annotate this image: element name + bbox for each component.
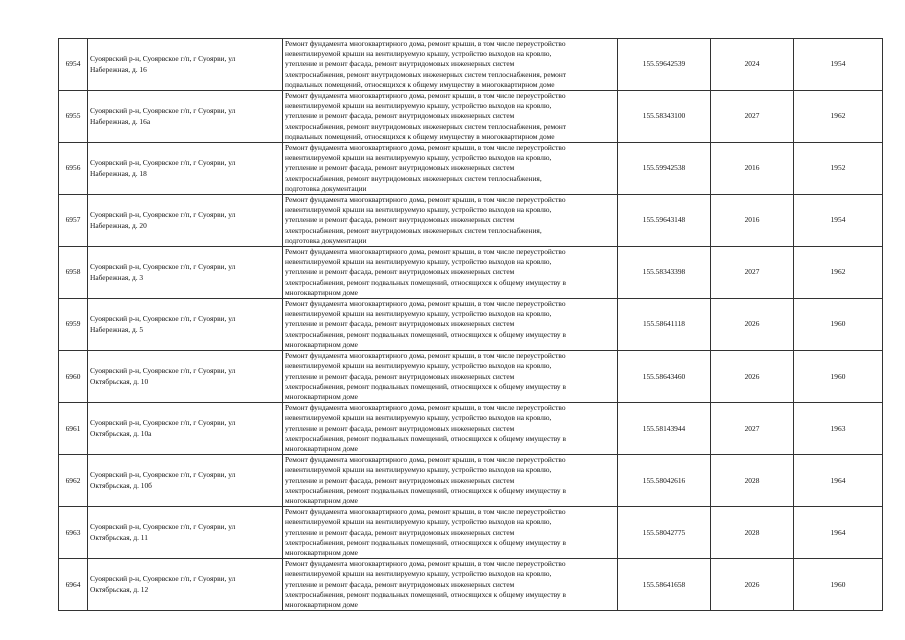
repair-year: 2024 <box>744 59 760 69</box>
repair-year: 2027 <box>744 423 760 433</box>
cadastral-cell <box>618 299 711 351</box>
row-number: 6956 <box>65 163 81 173</box>
works-line: Ремонт фундамента многоквартирного дома, ремонт крыши, в том числе переустройство <box>285 507 566 517</box>
built-year: 1964 <box>830 475 846 485</box>
works-line: утепление и ремонт фасада, ремонт внутридомовых инженерных систем <box>285 111 515 121</box>
works-line: электроснабжения, ремонт внутридомовых инженерных систем теплоснабжения, ремонт <box>285 121 567 131</box>
works-line: многоквартирном доме <box>285 599 358 609</box>
built-year: 1960 <box>830 319 846 329</box>
works-cell <box>283 195 618 247</box>
table-row <box>59 403 883 455</box>
works-line: многоквартирном доме <box>285 339 358 349</box>
repair-year-cell <box>711 559 794 611</box>
cadastral-value: 155.58143944 <box>642 423 686 433</box>
row-number-cell <box>59 351 88 403</box>
repair-year: 2016 <box>744 163 760 173</box>
cadastral-cell <box>618 39 711 91</box>
address-cell <box>88 507 283 559</box>
address-line: Суоярвский р-н, Суоярвское г/п, г Суоярви, ул <box>90 106 236 116</box>
repair-year-cell <box>711 455 794 507</box>
table-row <box>59 299 883 351</box>
address-cell <box>88 195 283 247</box>
works-line: утепление и ремонт фасада, ремонт внутридомовых инженерных систем <box>285 527 515 537</box>
table-row <box>59 195 883 247</box>
address-line: Набережная, д. 16 <box>90 64 147 74</box>
built-year: 1952 <box>830 163 846 173</box>
row-number: 6958 <box>65 267 81 277</box>
cadastral-cell <box>618 195 711 247</box>
works-line: утепление и ремонт фасада, ремонт внутридомовых инженерных систем <box>285 423 515 433</box>
cadastral-value: 155.58042616 <box>642 475 686 485</box>
address-line: Набережная, д. 3 <box>90 272 144 282</box>
cadastral-value: 155.58343398 <box>642 267 686 277</box>
row-number-cell <box>59 39 88 91</box>
built-year: 1954 <box>830 215 846 225</box>
document-page <box>58 38 852 611</box>
row-number-cell <box>59 91 88 143</box>
address-line: Суоярвский р-н, Суоярвское г/п, г Суоярви, ул <box>90 522 236 532</box>
built-year-cell <box>794 455 883 507</box>
built-year-cell <box>794 559 883 611</box>
address-line: Набережная, д. 16а <box>90 116 151 126</box>
works-line: невентилируемой крыши на вентилируемую крышу, устройство выходов на кровлю, <box>285 153 552 163</box>
works-line: многоквартирном доме <box>285 287 358 297</box>
works-line: электроснабжения, ремонт подвальных помещений, относящихся к общему имуществу в <box>285 381 566 391</box>
works-line: многоквартирном доме <box>285 495 358 505</box>
works-line: утепление и ремонт фасада, ремонт внутридомовых инженерных систем <box>285 319 515 329</box>
address-line: Набережная, д. 5 <box>90 324 144 334</box>
built-year-cell <box>794 403 883 455</box>
works-cell <box>283 403 618 455</box>
row-number-cell <box>59 195 88 247</box>
cadastral-cell <box>618 403 711 455</box>
address-line: Октябрьская, д. 11 <box>90 532 148 542</box>
cadastral-value: 155.58643460 <box>642 371 686 381</box>
repair-year: 2026 <box>744 319 760 329</box>
built-year-cell <box>794 91 883 143</box>
address-line: Суоярвский р-н, Суоярвское г/п, г Суоярви, ул <box>90 470 236 480</box>
works-cell <box>283 559 618 611</box>
works-line: утепление и ремонт фасада, ремонт внутридомовых инженерных систем <box>285 215 515 225</box>
works-line: Ремонт фундамента многоквартирного дома, ремонт крыши, в том числе переустройство <box>285 299 566 309</box>
works-line: электроснабжения, ремонт подвальных помещений, относящихся к общему имуществу в <box>285 329 566 339</box>
row-number: 6964 <box>65 579 81 589</box>
address-cell <box>88 91 283 143</box>
repair-year-cell <box>711 91 794 143</box>
housing-repair-table <box>58 38 883 611</box>
table-row <box>59 39 883 91</box>
repair-year-cell <box>711 507 794 559</box>
built-year: 1962 <box>830 111 846 121</box>
works-line: невентилируемой крыши на вентилируемую крышу, устройство выходов на кровлю, <box>285 49 552 59</box>
works-line: утепление и ремонт фасада, ремонт внутридомовых инженерных систем <box>285 59 515 69</box>
row-number-cell <box>59 403 88 455</box>
works-line: Ремонт фундамента многоквартирного дома, ремонт крыши, в том числе переустройство <box>285 195 566 205</box>
built-year: 1964 <box>830 527 846 537</box>
works-line: электроснабжения, ремонт подвальных помещений, относящихся к общему имуществу в <box>285 485 566 495</box>
cadastral-value: 155.59643148 <box>642 215 686 225</box>
address-line: Октябрьская, д. 10а <box>90 428 152 438</box>
repair-year: 2026 <box>744 579 760 589</box>
works-cell <box>283 299 618 351</box>
address-cell <box>88 39 283 91</box>
address-line: Суоярвский р-н, Суоярвское г/п, г Суоярви, ул <box>90 366 236 376</box>
repair-year: 2027 <box>744 111 760 121</box>
works-cell <box>283 507 618 559</box>
works-line: невентилируемой крыши на вентилируемую крышу, устройство выходов на кровлю, <box>285 309 552 319</box>
works-line: электроснабжения, ремонт внутридомовых инженерных систем теплоснабжения, ремонт <box>285 69 567 79</box>
repair-year-cell <box>711 247 794 299</box>
built-year-cell <box>794 507 883 559</box>
address-line: Набережная, д. 18 <box>90 168 147 178</box>
repair-year: 2027 <box>744 267 760 277</box>
row-number: 6954 <box>65 59 81 69</box>
row-number: 6962 <box>65 475 81 485</box>
cadastral-cell <box>618 507 711 559</box>
repair-year-cell <box>711 195 794 247</box>
works-cell <box>283 351 618 403</box>
table-row <box>59 247 883 299</box>
works-cell <box>283 143 618 195</box>
works-line: невентилируемой крыши на вентилируемую крышу, устройство выходов на кровлю, <box>285 465 552 475</box>
cadastral-cell <box>618 455 711 507</box>
cadastral-cell <box>618 91 711 143</box>
repair-year-cell <box>711 39 794 91</box>
works-line: электроснабжения, ремонт подвальных помещений, относящихся к общему имуществу в <box>285 277 566 287</box>
built-year: 1963 <box>830 423 846 433</box>
address-cell <box>88 247 283 299</box>
cadastral-cell <box>618 351 711 403</box>
address-cell <box>88 403 283 455</box>
repair-year-cell <box>711 143 794 195</box>
address-line: Суоярвский р-н, Суоярвское г/п, г Суоярви, ул <box>90 574 236 584</box>
row-number: 6963 <box>65 527 81 537</box>
built-year-cell <box>794 195 883 247</box>
works-line: Ремонт фундамента многоквартирного дома, ремонт крыши, в том числе переустройство <box>285 91 566 101</box>
cadastral-value: 155.58343100 <box>642 111 686 121</box>
cadastral-value: 155.59642539 <box>642 59 686 69</box>
works-cell <box>283 247 618 299</box>
works-line: Ремонт фундамента многоквартирного дома, ремонт крыши, в том числе переустройство <box>285 403 566 413</box>
repair-year-cell <box>711 403 794 455</box>
works-line: невентилируемой крыши на вентилируемую крышу, устройство выходов на кровлю, <box>285 569 552 579</box>
works-line: Ремонт фундамента многоквартирного дома, ремонт крыши, в том числе переустройство <box>285 247 566 257</box>
works-cell <box>283 91 618 143</box>
cadastral-cell <box>618 247 711 299</box>
built-year-cell <box>794 351 883 403</box>
cadastral-value: 155.58042775 <box>642 527 686 537</box>
built-year: 1960 <box>830 371 846 381</box>
row-number-cell <box>59 247 88 299</box>
works-line: невентилируемой крыши на вентилируемую крышу, устройство выходов на кровлю, <box>285 205 552 215</box>
works-line: многоквартирном доме <box>285 547 358 557</box>
row-number: 6961 <box>65 423 81 433</box>
address-cell <box>88 299 283 351</box>
table-row <box>59 559 883 611</box>
address-line: Набережная, д. 20 <box>90 220 147 230</box>
works-line: многоквартирном доме <box>285 443 358 453</box>
works-line: электроснабжения, ремонт внутридомовых инженерных систем теплоснабжения, <box>285 225 542 235</box>
works-line: невентилируемой крыши на вентилируемую крышу, устройство выходов на кровлю, <box>285 413 552 423</box>
row-number: 6959 <box>65 319 81 329</box>
row-number-cell <box>59 143 88 195</box>
address-cell <box>88 143 283 195</box>
built-year-cell <box>794 247 883 299</box>
works-line: невентилируемой крыши на вентилируемую крышу, устройство выходов на кровлю, <box>285 257 552 267</box>
works-line: утепление и ремонт фасада, ремонт внутридомовых инженерных систем <box>285 267 515 277</box>
table-body <box>59 39 883 611</box>
works-line: утепление и ремонт фасада, ремонт внутридомовых инженерных систем <box>285 579 515 589</box>
row-number: 6960 <box>65 371 81 381</box>
works-line: Ремонт фундамента многоквартирного дома, ремонт крыши, в том числе переустройство <box>285 559 566 569</box>
cadastral-value: 155.58641118 <box>643 319 685 329</box>
works-line: подвальных помещений, относящихся к общему имуществу в многоквартирном доме <box>285 79 555 89</box>
repair-year: 2028 <box>744 527 760 537</box>
built-year-cell <box>794 39 883 91</box>
address-cell <box>88 455 283 507</box>
address-line: Суоярвский р-н, Суоярвское г/п, г Суоярви, ул <box>90 158 236 168</box>
row-number-cell <box>59 455 88 507</box>
table-row <box>59 507 883 559</box>
table-row <box>59 351 883 403</box>
cadastral-cell <box>618 143 711 195</box>
repair-year: 2016 <box>744 215 760 225</box>
works-line: электроснабжения, ремонт внутридомовых инженерных систем теплоснабжения, <box>285 173 542 183</box>
address-line: Суоярвский р-н, Суоярвское г/п, г Суоярви, ул <box>90 54 236 64</box>
works-line: Ремонт фундамента многоквартирного дома, ремонт крыши, в том числе переустройство <box>285 351 566 361</box>
address-line: Октябрьская, д. 10 <box>90 376 149 386</box>
works-line: электроснабжения, ремонт подвальных помещений, относящихся к общему имуществу в <box>285 433 566 443</box>
works-line: невентилируемой крыши на вентилируемую крышу, устройство выходов на кровлю, <box>285 517 552 527</box>
works-line: Ремонт фундамента многоквартирного дома, ремонт крыши, в том числе переустройство <box>285 143 566 153</box>
works-line: утепление и ремонт фасада, ремонт внутридомовых инженерных систем <box>285 371 515 381</box>
address-line: Октябрьская, д. 10б <box>90 480 152 490</box>
works-line: подготовка документации <box>285 235 367 245</box>
works-line: электроснабжения, ремонт подвальных помещений, относящихся к общему имуществу в <box>285 589 566 599</box>
row-number: 6957 <box>65 215 81 225</box>
built-year-cell <box>794 143 883 195</box>
table-row <box>59 455 883 507</box>
works-line: утепление и ремонт фасада, ремонт внутридомовых инженерных систем <box>285 163 515 173</box>
built-year: 1954 <box>830 59 846 69</box>
row-number-cell <box>59 507 88 559</box>
works-line: многоквартирном доме <box>285 391 358 401</box>
works-cell <box>283 455 618 507</box>
repair-year-cell <box>711 351 794 403</box>
address-line: Октябрьская, д. 12 <box>90 584 149 594</box>
address-line: Суоярвский р-н, Суоярвское г/п, г Суоярви, ул <box>90 262 236 272</box>
cadastral-value: 155.58641658 <box>642 579 686 589</box>
address-cell <box>88 559 283 611</box>
repair-year-cell <box>711 299 794 351</box>
address-cell <box>88 351 283 403</box>
works-line: невентилируемой крыши на вентилируемую крышу, устройство выходов на кровлю, <box>285 361 552 371</box>
works-line: подготовка документации <box>285 183 367 193</box>
works-line: электроснабжения, ремонт подвальных помещений, относящихся к общему имуществу в <box>285 537 566 547</box>
built-year: 1962 <box>830 267 846 277</box>
row-number-cell <box>59 299 88 351</box>
cadastral-value: 155.59942538 <box>642 163 686 173</box>
works-line: утепление и ремонт фасада, ремонт внутридомовых инженерных систем <box>285 475 515 485</box>
works-line: Ремонт фундамента многоквартирного дома, ремонт крыши, в том числе переустройство <box>285 455 566 465</box>
repair-year: 2026 <box>744 371 760 381</box>
table-row <box>59 91 883 143</box>
works-line: подвальных помещений, относящихся к общему имуществу в многоквартирном доме <box>285 131 555 141</box>
address-line: Суоярвский р-н, Суоярвское г/п, г Суоярви, ул <box>90 418 236 428</box>
works-line: невентилируемой крыши на вентилируемую крышу, устройство выходов на кровлю, <box>285 101 552 111</box>
table-row <box>59 143 883 195</box>
cadastral-cell <box>618 559 711 611</box>
works-cell <box>283 39 618 91</box>
works-line: Ремонт фундамента многоквартирного дома, ремонт крыши, в том числе переустройство <box>285 39 566 48</box>
built-year: 1960 <box>830 579 846 589</box>
built-year-cell <box>794 299 883 351</box>
repair-year: 2028 <box>744 475 760 485</box>
address-line: Суоярвский р-н, Суоярвское г/п, г Суоярви, ул <box>90 210 236 220</box>
row-number: 6955 <box>65 111 81 121</box>
address-line: Суоярвский р-н, Суоярвское г/п, г Суоярви, ул <box>90 314 236 324</box>
row-number-cell <box>59 559 88 611</box>
